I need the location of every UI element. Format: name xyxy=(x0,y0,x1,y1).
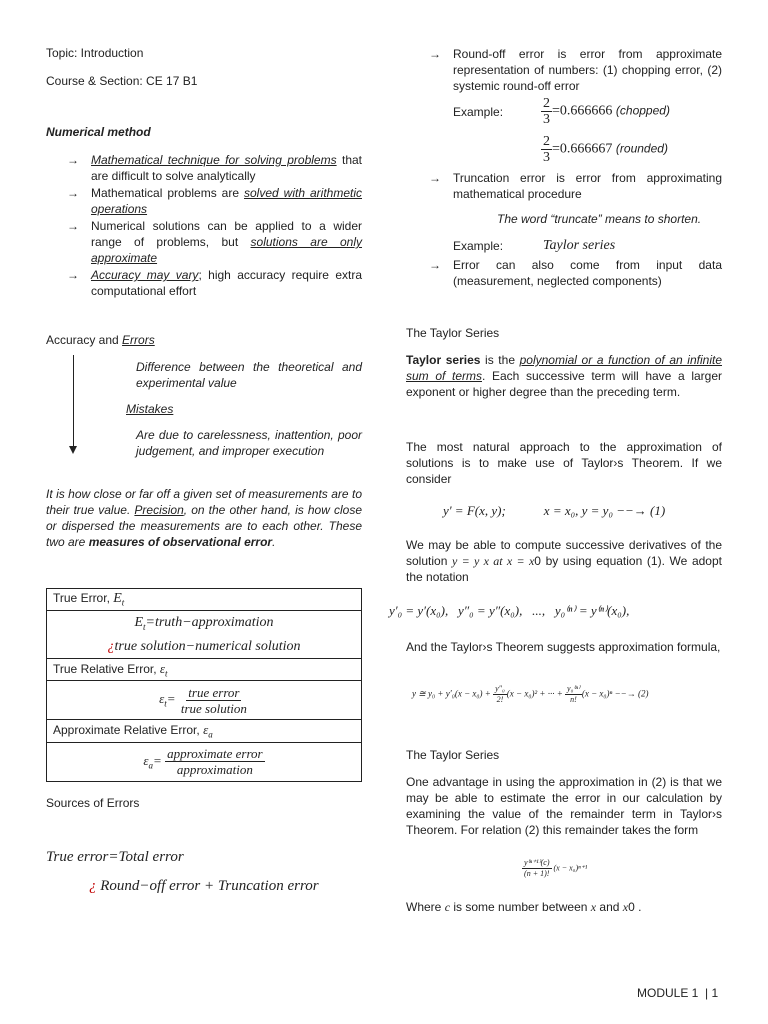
table-cell: $\varepsilon_a=$ $\frac{\text{approximate error}}{\text{approximation}}$ xyxy=(47,742,362,781)
taylor-heading-2: The Taylor Series xyxy=(406,748,500,762)
chopped-example: $\frac{2}{3}$ =0.666666 (chopped) xyxy=(543,96,670,127)
truncate-note: The word “truncate” means to shorten. xyxy=(497,212,702,226)
example2-label: Example: xyxy=(453,239,504,253)
error-formula-table xyxy=(46,588,362,782)
bullet-text: ; high accuracy require extra computational effort xyxy=(91,268,362,298)
bullet-underlined: solutions are only approximate xyxy=(91,235,363,265)
numerical-method-heading: Numerical method xyxy=(46,125,151,139)
notation-equation: y′₀ = y′(x₀), y″₀ = y″(x₀), ..., y₀⁽ⁿ⁾ = y⁽ⁿ⁾(x₀), xyxy=(389,603,630,618)
where-c-line: Where c is some number between x and x0 . xyxy=(406,900,642,914)
list-item: → Error can also come from input data (measurement, neglected components) xyxy=(429,258,722,288)
total-error-equation: ¿ Round−off error + Truncation error xyxy=(89,878,319,894)
error-definition: Difference between the theoretical and experimental value xyxy=(136,360,362,390)
taylor-series-example: Taylor series xyxy=(543,238,616,253)
arrow-icon: → xyxy=(67,219,79,233)
bullet-underlined: Mathematical technique for solving problems xyxy=(91,153,337,167)
taylor-equation-1: y' = F(x, y); x = x₀, y = y₀ −−→ (1) xyxy=(443,503,666,518)
table-row xyxy=(47,681,362,720)
table-cell: $\varepsilon_t=$ $\frac{\text{true error}}{\text{true solution}}$ xyxy=(47,681,362,720)
bullet-text: Mathematical problems are xyxy=(91,186,244,200)
arrow-icon: → xyxy=(67,186,79,200)
arrow-icon: → xyxy=(67,268,79,282)
truncation-item xyxy=(429,170,722,203)
taylor-definition: Taylor series is the polynomial or a function of an infinite sum of terms. Each successive term will have a larger exponent or higher degree than the preceding term. xyxy=(406,353,722,399)
table-row xyxy=(47,742,362,781)
bullet-text: Numerical solutions can be applied to a wider range of problems, but xyxy=(91,219,362,249)
numerical-method-list xyxy=(67,152,362,300)
successive-derivatives-paragraph: We may be able to compute successive derivatives of the solution y = y x at x = x0 by using equation (1). We adopt the notation xyxy=(406,538,722,584)
taylor-approach-paragraph: The most natural approach to the approximation of solutions is to make use of Taylor›s Theorem. If we consider xyxy=(406,440,722,486)
list-item: → Truncation error is error from approximating mathematical procedure xyxy=(429,171,722,201)
topic-line: Topic: Introduction xyxy=(46,46,144,60)
approximation-formula-paragraph: And the Taylor›s Theorem suggests approximation formula, xyxy=(406,640,721,654)
accuracy-paragraph: It is how close or far off a given set of measurements are to their true value. Precision, on the other hand, is how close or dispersed the measurements are to each other. These two are measures of observational error. xyxy=(46,487,362,549)
down-arrow-line xyxy=(73,355,74,447)
table-cell: True Relative Error, $\varepsilon_t$ xyxy=(47,658,362,680)
input-error-item xyxy=(429,257,722,290)
list-item: → Round-off error is error from approximate representation of numbers: (1) chopping error, (2) systemic round-off error xyxy=(429,47,722,93)
table-row xyxy=(47,658,362,680)
list-item xyxy=(67,185,362,217)
arrow-icon: → xyxy=(429,171,441,185)
list-item xyxy=(67,152,362,184)
table-cell: True Error, $E_t$ xyxy=(47,589,362,611)
remainder-paragraph: One advantage in using the approximation in (2) is that we may be able to estimate the error in our calculation by examining the value of the remainder term in Taylor›s Theorem. For relation (2) this remainder takes the form xyxy=(406,775,722,837)
table-row xyxy=(47,611,362,659)
bullet-text: that are difficult to solve analytically xyxy=(91,153,362,183)
bullet-underlined: solved with arithmetic operations xyxy=(91,186,362,216)
example-label: Example: xyxy=(453,105,504,119)
accuracy-heading: Accuracy and Errors xyxy=(46,333,155,347)
arrow-icon: → xyxy=(67,153,79,167)
taylor-approximation-formula: y ≅ y₀ + y′₀(x − x₀) + $\frac{\text{y″₀}}{2!}$ (x − x₀)² + ··· + $\frac{\text{y₀⁽ⁿ⁾}}{n!}$ (x − x₀)ⁿ −−→ (2) xyxy=(412,684,649,704)
table-cell: $E_t=truth-approximation$ ¿true solution−numerical solution xyxy=(47,611,362,659)
down-arrow-icon xyxy=(69,446,77,454)
arrow-icon: → xyxy=(429,258,441,272)
table-row xyxy=(47,720,362,742)
sources-heading: Sources of Errors xyxy=(46,796,140,810)
table-cell: Approximate Relative Error, $\varepsilon_a$ xyxy=(47,720,362,742)
list-item xyxy=(67,267,362,299)
arrow-icon: → xyxy=(429,47,441,61)
bullet-underlined: Accuracy may vary xyxy=(91,268,199,282)
course-line: Course & Section: CE 17 B1 xyxy=(46,74,198,88)
taylor-heading: The Taylor Series xyxy=(406,326,500,340)
mistakes-label: Mistakes xyxy=(126,402,174,416)
roundoff-item xyxy=(429,46,722,95)
list-item xyxy=(67,218,362,266)
table-row xyxy=(47,589,362,611)
page-footer: MODULE 1 | 1 xyxy=(637,986,719,1000)
rounded-example: $\frac{2}{3}$ =0.666667 (rounded) xyxy=(543,134,668,165)
true-error-equation: True error=Total error xyxy=(46,849,184,865)
mistakes-definition: Are due to carelessness, inattention, poor judgement, and improper execution xyxy=(136,428,362,458)
remainder-formula: $\frac{\text{y⁽ⁿ⁺¹⁾(c)}}{(n + 1)!}$ (x − x₀)ⁿ⁺¹ xyxy=(524,858,588,878)
